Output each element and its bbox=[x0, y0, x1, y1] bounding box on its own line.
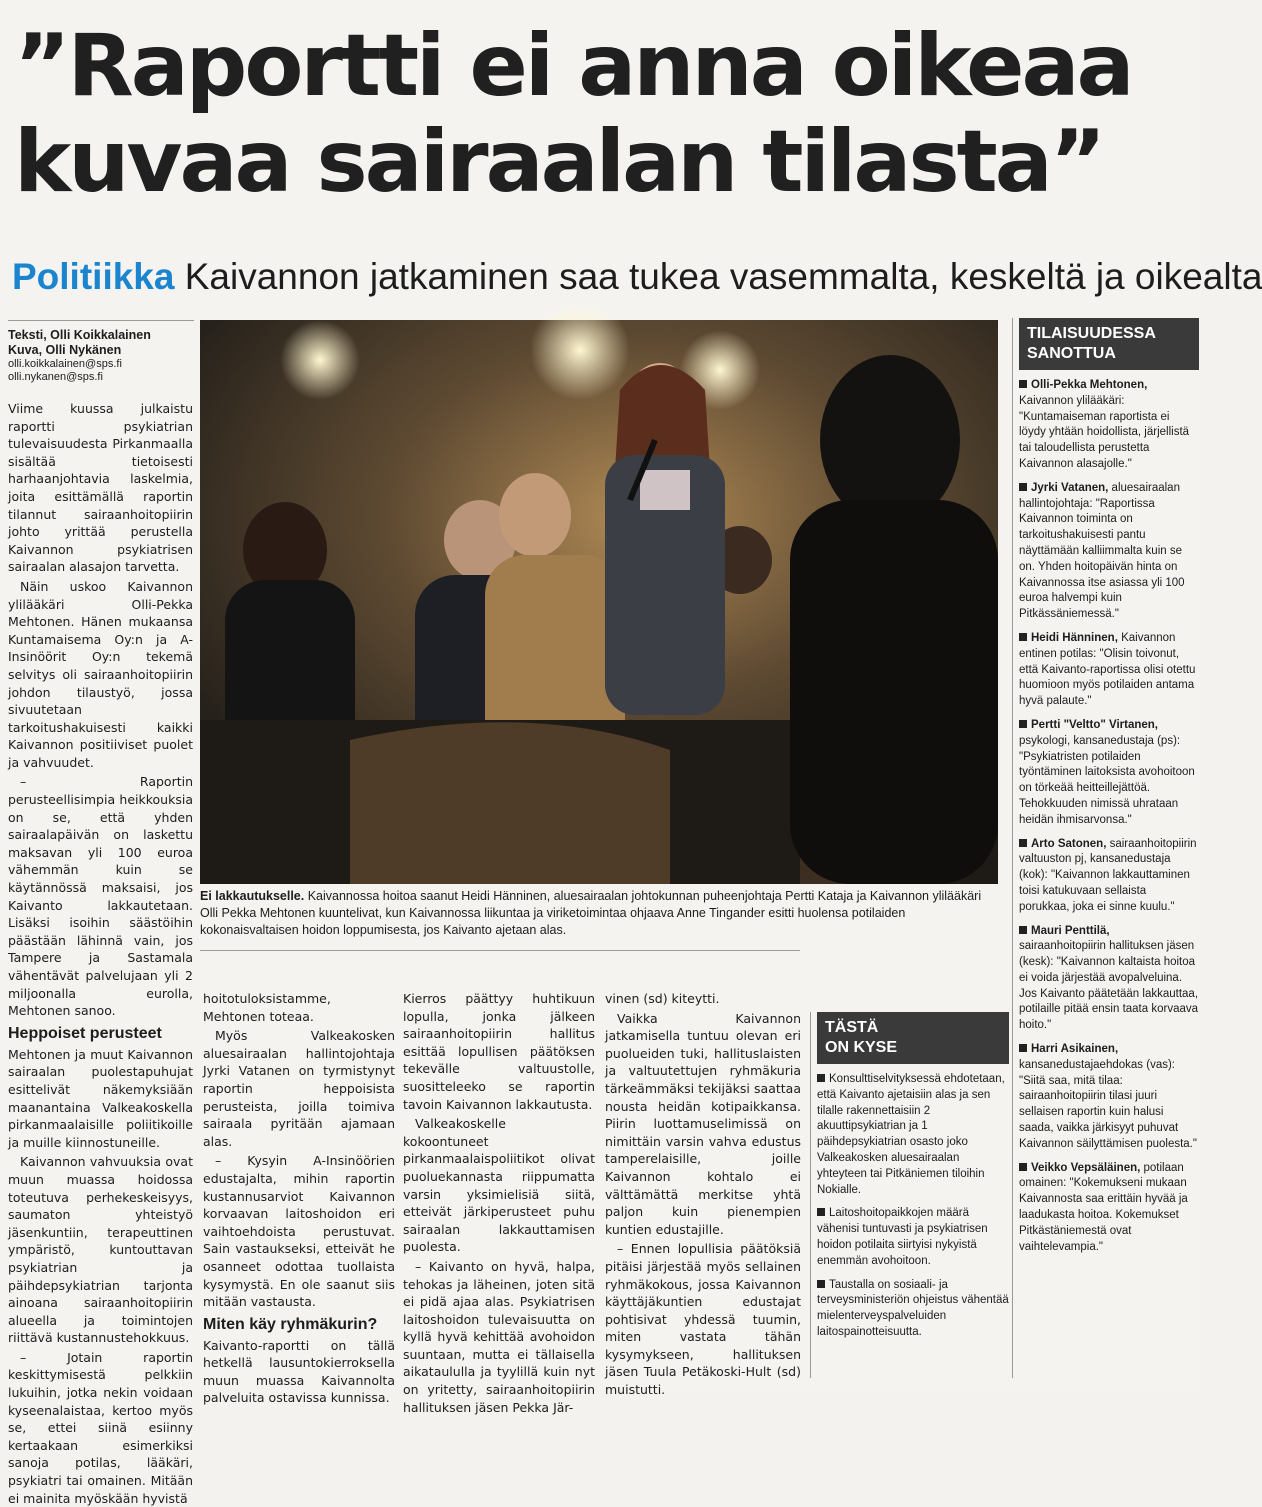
paragraph: Kaivanto-raportti on tällä hetkellä lausuntokierroksella muun muassa Kaivannolta palveluita ostavissa kunnissa. bbox=[203, 1337, 395, 1406]
quote-item bbox=[1019, 481, 1199, 623]
quote-speaker: Pertti "Veltto" Virtanen, bbox=[1031, 718, 1158, 731]
quote-speaker: Arto Satonen, bbox=[1031, 837, 1107, 850]
sidebar-title-line1: TILAISUUDESSA bbox=[1027, 325, 1156, 342]
bullet-square-icon bbox=[817, 1074, 825, 1082]
byline-email-writer: olli.koikkalainen@sps.fi bbox=[8, 358, 122, 370]
byline bbox=[8, 328, 193, 384]
bullet-square-icon bbox=[1019, 483, 1027, 491]
caption-text: Kaivannossa hoitoa saanut Heidi Hänninen, aluesairaalan johtokunnan puheenjohtaja Pertti Kataja ja Kaivannon ylilääkäri Olli Pekka Mehtonen kuuntelivat, kun Kaivannossa liikuntaa ja viriketoimintaa ohjaava Anne Tingander esitti huolensa potilaiden kokonaisvaltaisen hoidon loppumisesta, jos Kaivanto ajetaan alas. bbox=[200, 889, 982, 937]
paragraph: – Ennen lopullisia päätöksiä pitäisi järjestää myös sellainen ryhmäkokous, jossa Kaivannon käyttäjäkuntien edustajat pohtisivat yhdessä tuumin, miten vastata tähän kysymykseen, hallituksen jäsen Tuula Petäkoski-Hult (sd) muistutti. bbox=[605, 1241, 801, 1398]
subheadline bbox=[12, 254, 1262, 300]
fact-box-title-line1: TÄSTÄ bbox=[825, 1019, 879, 1036]
subheadline-text: Kaivannon jatkaminen saa tukea vasemmalta, keskeltä ja oikealta bbox=[184, 256, 1262, 297]
paragraph: Näin uskoo Kaivannon ylilääkäri Olli-Pekka Mehtonen. Hänen mukaansa Kuntamaisema Oy:n ja A-Insinöörit Oy:n tekemä selvitys oli sairaanhoitopiirin johdon tilaustyö, jossa sivuutetaan tarkoitushakuisesti kaikki Kaivannon positiiviset puolet ja vahvuudet. bbox=[8, 578, 193, 770]
quote-text: aluesairaalan hallintojohtaja: "Raportissa Kaivannon toiminta on tarkoitushakuisesti pantu näyttämään kalliimmalta kuin se on. Yhden hoitopäivän hinta on Kaivannossa itse asiassa yli 100 euroa halvempi kuin Pitkässäniemessä." bbox=[1019, 481, 1185, 621]
fact-item-text: Konsulttiselvityksessä ehdotetaan, että Kaivanto ajetaisiin alas ja sen tilalle rakennettaisiin 2 akuuttipsykiatrian ja 1 päihdepsykiatrian osasto joko Valkeakosken aluesairaalan yhteyteen tai Pitkäniemen tiloihin Nokialle. bbox=[817, 1073, 1005, 1196]
headline bbox=[14, 18, 1189, 210]
quote-item bbox=[1019, 718, 1199, 829]
quote-speaker: Veikko Vepsäläinen, bbox=[1031, 1161, 1141, 1174]
subheading: Heppoiset perusteet bbox=[8, 1024, 162, 1042]
bullet-square-icon bbox=[1019, 926, 1027, 934]
bullet-square-icon bbox=[817, 1280, 825, 1288]
quote-item bbox=[1019, 1042, 1199, 1153]
fact-box-title-line2: ON KYSE bbox=[825, 1039, 898, 1056]
bullet-square-icon bbox=[817, 1208, 825, 1216]
section-label: Politiikka bbox=[12, 256, 175, 297]
paragraph: Viime kuussa julkaistu raportti psykiatrian tulevaisuudesta Pirkanmaalla sisältää tietoisesti harhaanjohtavia laskelmia, joita esittämällä raportin tilannut sairaanhoitopiirin johto yrittää perustella Kaivannon psykiatrisen sairaalan alasajon tarvetta. bbox=[8, 401, 193, 575]
article-column-1 bbox=[8, 400, 193, 1506]
quote-text: Kaivannon entinen potilas: "Olisin toivonut, että Kaivanto-raportissa olisi otettu huomioon myös potilaiden antama hyvä palaute." bbox=[1019, 631, 1196, 708]
byline-writer: Teksti, Olli Koikkalainen bbox=[8, 328, 151, 342]
sidebar-title bbox=[1019, 318, 1199, 370]
fact-box bbox=[810, 1012, 1009, 1378]
subheading: Miten käy ryhmäkurin? bbox=[203, 1315, 378, 1333]
article-column-3 bbox=[403, 990, 595, 1415]
fact-item bbox=[817, 1072, 1009, 1198]
article-column-2 bbox=[203, 990, 395, 1406]
paragraph: – Kysyin A-Insinöörien edustajalta, mihin raportin kustannusarviot Kaivannon korvaavan laitoshoidon eri vaihtoehdoista perustuvat. Sain vastaukseksi, etteivät he osanneet odottaa tuollaista kysymystä. En ole saanut siis mitään vastausta. bbox=[203, 1153, 395, 1310]
quote-item bbox=[1019, 924, 1199, 1035]
news-photo bbox=[200, 320, 998, 884]
fact-item bbox=[817, 1206, 1009, 1269]
quote-item bbox=[1019, 378, 1199, 473]
headline-line1: ”Raportti ei anna oikeaa bbox=[14, 16, 1132, 116]
byline-rule bbox=[8, 320, 194, 321]
quotes-sidebar bbox=[1012, 318, 1199, 1378]
fact-item bbox=[817, 1278, 1009, 1341]
caption-rule bbox=[200, 950, 800, 951]
quote-text: potilaan omainen: "Kokemukseni mukaan Kaivannosta saa erittäin hyvää ja laadukasta hoitoa. Kokemukset Pitkästäniemestä ovat vaihtelevampia." bbox=[1019, 1161, 1188, 1253]
fact-item-text: Laitoshoitopaikkojen määrä vähenisi tuntuvasti ja psykiatrisen hoidon potilaita siirtyisi nykyistä enemmän avohoitoon. bbox=[817, 1207, 988, 1267]
headline-line2: kuvaa sairaalan tilasta” bbox=[14, 112, 1104, 212]
quote-speaker: Jyrki Vatanen, bbox=[1031, 481, 1109, 494]
sidebar-title-line2: SANOTTUA bbox=[1027, 345, 1116, 362]
bullet-square-icon bbox=[1019, 720, 1027, 728]
paragraph: vinen (sd) kiteytti. bbox=[605, 991, 720, 1006]
quote-item bbox=[1019, 631, 1199, 710]
quote-text: Kaivannon ylilääkäri: "Kuntamaiseman raportista ei löydy yhtään hoidollista, järjellistä tai taloudellista perustetta Kaivannon alasajolle." bbox=[1019, 394, 1190, 470]
paragraph: – Raportin perusteellisimpia heikkouksia on se, että yhden sairaalapäivän on laskettu maksavan yli 100 euroa vähemmän kuin se käytännössä maksaisi, jos Kaivanto lakkautetaan. Lisäksi isoihin säästöihin päästään lähinnä vain, jos Tampere ja Sastamala vähentävät palvelujaan yli 2 miljoonalla eurolla, Mehtonen sanoo. bbox=[8, 774, 193, 1019]
paragraph: Kaivannon vahvuuksia ovat muun muassa hoidossa toteutuva perhekeskeisyys, saumaton yhteistyö jäsenkuntiin, terapeuttinen ympäristö, kuntouttavan psykiatrian ja päihdepsykiatrian tarjonta ainoana sairaanhoitopiirin alueella ja toimintojen riittävä kustannustehokkuus. bbox=[8, 1154, 193, 1346]
quote-speaker: Harri Asikainen, bbox=[1031, 1043, 1119, 1056]
quote-item bbox=[1019, 1161, 1199, 1256]
quote-text: sairaanhoitopiirin hallituksen jäsen (kesk): "Kaivannon kaltaista hoitoa ei voida järjestää avopalveluina. Jos Kaivanto päätetään lakkauttaa, potilaille pitää ensin taata korvaava hoito." bbox=[1019, 940, 1199, 1032]
paragraph: Myös Valkeakosken aluesairaalan hallintojohtaja Jyrki Vatanen on tyrmistynyt raportin heppoisista perusteista, joilla toimiva sairaala pyritään ajamaan alas. bbox=[203, 1028, 395, 1149]
paragraph: Kierros päättyy huhtikuun lopulla, jonka jälkeen sairaanhoitopiirin hallitus esittää lopullisen päätöksen tekevälle valtuustolle, suositteleeko se raportin tavoin Kaivannon lakkautusta. bbox=[403, 991, 595, 1112]
fact-box-title bbox=[817, 1012, 1009, 1064]
quote-text: kansanedustajaehdokas (vas): "Siitä saa, mitä tilaa: sairaanhoitopiirin tilasi juuri sellaisen raportin kuin halusi saada, vaikka järkisyyt puhuvat Kaivannon säilyttämisen puolesta." bbox=[1019, 1058, 1197, 1150]
bullet-square-icon bbox=[1019, 839, 1027, 847]
quote-item bbox=[1019, 837, 1199, 916]
bullet-square-icon bbox=[1019, 633, 1027, 641]
paragraph: – Kaivanto on hyvä, halpa, tehokas ja läheinen, joten sitä ei pidä ajaa alas. Psykiatrisen laitoshoidon tulevaisuutta on kyllä hyvä kehittää avohoidon suuntaan, mutta ei tällaisella aikataululla ja tyylillä kuin nyt on yritetty, sairaanhoitopiirin hallituksen jäsen Pekka Jär- bbox=[403, 1258, 595, 1415]
byline-email-photographer: olli.nykanen@sps.fi bbox=[8, 371, 103, 383]
paragraph: Valkeakoskelle kokoontuneet pirkanmaalaispoliitikot olivat puoluekannasta riippumatta varsin yksimielisiä siitä, etteivät järkiperusteet puhu sairaalan lakkauttamisen puolesta. bbox=[403, 1116, 595, 1255]
quote-text: sairaanhoitopiirin valtuuston pj, kansanedustaja (kok): "Kaivannon lakkauttaminen toisi katukuvaan sellaista porukkaa, joka ei sinne kuulu." bbox=[1019, 837, 1197, 913]
article-column-4 bbox=[605, 990, 801, 1398]
quote-speaker: Mauri Penttilä, bbox=[1031, 924, 1110, 937]
quote-text: psykologi, kansanedustaja (ps): "Psykiatristen potilaiden työntäminen laitoksista avohoitoon on törkeää heitteillejättöä. Tehokkuuden nimissä uhrataan heidän ihmisarvonsa." bbox=[1019, 734, 1195, 826]
caption-lead: Ei lakkautukselle. bbox=[200, 889, 305, 903]
quote-speaker: Olli-Pekka Mehtonen, bbox=[1031, 379, 1148, 391]
paragraph: Vaikka Kaivannon jatkamisella tuntuu olevan eri puolueiden tuki, hallituslaisten ja valtuutettujen ryhmäkuria tärkeämmäksi tekijäksi saattaa nousta heidän kotipaikkansa. Piirin luottamuselimissä on nimittäin varsin vahva edustus tamperelaisille, joille Kaivannon kohtalo ei välttämättä merkitse yhtä paljon kuin pienempien kuntien edustajille. bbox=[605, 1010, 801, 1237]
quote-speaker: Heidi Hänninen, bbox=[1031, 631, 1118, 644]
paragraph: Mehtonen ja muut Kaivannon sairaalan puolestapuhujat esittelivät näkemyksiään maanantaina Valkeakoskella pirkanmaalaisille poliitikoille ja muille kiinnostuneille. bbox=[8, 1046, 193, 1150]
byline-photographer: Kuva, Olli Nykänen bbox=[8, 343, 122, 357]
photo-illustration bbox=[200, 320, 998, 884]
bullet-square-icon bbox=[1019, 1044, 1027, 1052]
paragraph: hoitotuloksistamme, Mehtonen toteaa. bbox=[203, 991, 331, 1024]
fact-item-text: Taustalla on sosiaali- ja terveysministeriön ohjeistus vähentää mielenterveyspalveluiden laitospainotteisuutta. bbox=[817, 1278, 1009, 1338]
bullet-square-icon bbox=[1019, 380, 1027, 388]
photo-caption bbox=[200, 888, 998, 939]
bullet-square-icon bbox=[1019, 1163, 1027, 1171]
paragraph: – Jotain raportin keskittymisestä pelkkiin lukuihin, jotka nekin voidaan kyseenalaistaa, kertoo myös se, ettei siinä esiinny kertaakaan esimerkiksi sanoja potilas, lääkäri, psykiatri tai omainen. Mitään ei mainita myöskään hyvistä bbox=[8, 1349, 193, 1506]
